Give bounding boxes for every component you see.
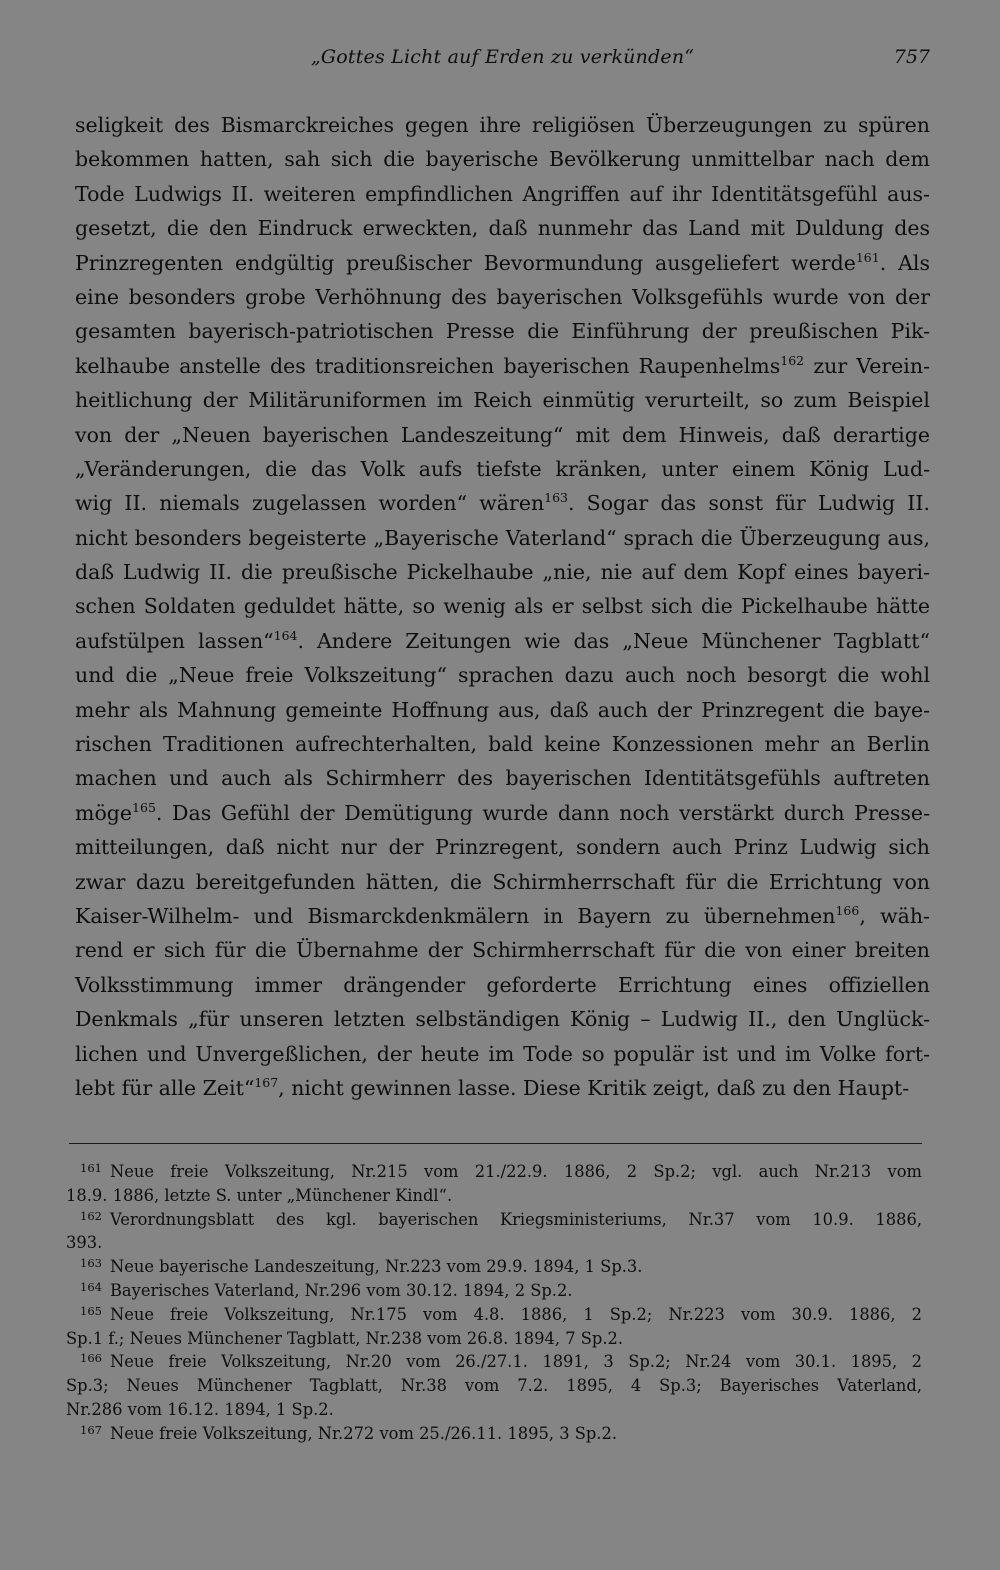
text-line — [75, 314, 930, 348]
text-line — [75, 761, 930, 795]
text-line-content: eine besonders grobe Verhöhnung des bayerischen Volksgefühls wurde von der — [75, 284, 930, 309]
text-line-content: kelhaube anstelle des traditionsreichen bayerischen Raupenhelms — [75, 353, 781, 378]
footnote-line — [66, 1231, 922, 1255]
text-line — [75, 624, 930, 658]
text-line-content: von der „Neuen bayerischen Landeszeitung“ mit dem Hinweis, daß derartige — [75, 422, 930, 447]
footnote-text: Neue freie Volkszeitung, Nr.175 vom 4.8. 1886, 1 Sp.2; Nr.223 vom 30.9. 1886, 2 — [109, 1304, 922, 1324]
text-line-content: wig II. niemals zugelassen worden“ wären — [75, 491, 545, 516]
footnote-number: 162 — [80, 1208, 102, 1223]
footnote-reference[interactable]: 163 — [544, 490, 569, 506]
running-title: „Gottes Licht auf Erden zu verkünden“ — [310, 46, 695, 68]
text-line — [75, 108, 930, 142]
footnote-line — [66, 1303, 922, 1327]
footnote-line — [66, 1255, 922, 1279]
text-line-content: gesamten bayerisch-patriotischen Presse die Einführung der preußischen Pik- — [75, 319, 930, 344]
footnotes — [66, 1160, 922, 1446]
footnote-text: Sp.1 f.; Neues Münchener Tagblatt, Nr.238 vom 26.8. 1894, 7 Sp.2. — [66, 1328, 624, 1348]
text-line — [75, 933, 930, 967]
text-line-content: Tode Ludwigs II. weiteren empfindlichen Angriffen auf ihr Identitätsgefühl aus- — [75, 181, 930, 206]
footnote-text: Bayerisches Vaterland, Nr.296 vom 30.12. 1894, 2 Sp.2. — [109, 1280, 573, 1300]
text-line — [75, 142, 930, 176]
page-header — [75, 46, 930, 76]
text-line-content: „Veränderungen, die das Volk aufs tiefste kränken, unter einem König Lud- — [75, 456, 930, 481]
text-line-content: nicht besonders begeisterte „Bayerische Vaterland“ sprach die Überzeugung aus, — [75, 525, 930, 550]
text-line-content: schen Soldaten geduldet hätte, so wenig als er selbst sich die Pickelhaube hätte — [75, 594, 930, 619]
text-line — [75, 280, 930, 314]
footnote-line — [66, 1398, 922, 1422]
text-line-content: gesetzt, die den Eindruck erweckten, daß nunmehr das Land mit Duldung des — [75, 216, 930, 241]
text-line-content: möge — [75, 800, 133, 825]
text-line — [75, 177, 930, 211]
text-line — [75, 1071, 930, 1105]
footnote-text: Verordnungsblatt des kgl. bayerischen Kriegsministeriums, Nr.37 vom 10.9. 1886, — [109, 1209, 922, 1229]
text-line — [75, 899, 930, 933]
text-line — [75, 383, 930, 417]
footnote-reference[interactable]: 165 — [132, 799, 156, 815]
text-line — [75, 727, 930, 761]
text-line — [75, 830, 930, 864]
text-line-continuation: zur Verein- — [804, 353, 930, 378]
page-number: 757 — [893, 46, 930, 68]
text-line — [75, 418, 930, 452]
text-line-content: rend er sich für die Übernahme der Schirmherrschaft für die von einer breiten — [75, 938, 930, 963]
footnote-line — [66, 1327, 922, 1351]
text-line — [75, 1037, 930, 1071]
text-line-continuation: . Als — [879, 250, 930, 275]
text-line-content: seligkeit des Bismarckreiches gegen ihre religiösen Überzeugungen zu spüren — [75, 113, 930, 137]
text-line — [75, 486, 930, 520]
text-line-continuation: . Das Gefühl der Demütigung wurde dann noch verstärkt durch Presse- — [155, 800, 930, 825]
footnote-line — [66, 1160, 922, 1184]
text-line — [75, 349, 930, 383]
text-line-content: mehr als Mahnung gemeinte Hoffnung aus, daß auch der Prinzregent die baye- — [75, 697, 930, 722]
footnote-text: Neue freie Volkszeitung, Nr.20 vom 26./27.1. 1891, 3 Sp.2; Nr.24 vom 30.1. 1895, 2 — [109, 1352, 922, 1372]
text-line-content: rischen Traditionen aufrechterhalten, bald keine Konzessionen mehr an Berlin — [75, 732, 930, 757]
text-line — [75, 658, 930, 692]
text-line — [75, 452, 930, 486]
footnote-text: Neue freie Volkszeitung, Nr.215 vom 21./22.9. 1886, 2 Sp.2; vgl. auch Nr.213 vom — [109, 1162, 922, 1181]
text-line-content: heitlichung der Militäruniformen im Reich einmütig verurteilt, so zum Beispiel — [75, 388, 930, 413]
text-line — [75, 968, 930, 1002]
text-line-content: machen und auch als Schirmherr des bayerischen Identitätsgefühls auftreten — [75, 766, 930, 791]
footnote-reference[interactable]: 166 — [835, 902, 860, 918]
footnote-reference[interactable]: 167 — [254, 1074, 279, 1090]
text-line-continuation: . Sogar das sonst für Ludwig II. — [568, 491, 930, 516]
footnote-reference[interactable]: 161 — [855, 249, 880, 265]
text-line — [75, 246, 930, 280]
text-line — [75, 589, 930, 623]
footnote-reference[interactable]: 164 — [273, 627, 298, 643]
footnote-text: Sp.3; Neues Münchener Tagblatt, Nr.38 vom 7.2. 1895, 4 Sp.3; Bayerisches Vaterland, — [66, 1376, 922, 1396]
text-line-content: Prinzregenten endgültig preußischer Bevormundung ausgeliefert werde — [75, 250, 856, 275]
text-line-content: bekommen hatten, sah sich die bayerische Bevölkerung unmittelbar nach dem — [75, 147, 930, 172]
footnote-text: Nr.286 vom 16.12. 1894, 1 Sp.2. — [66, 1399, 334, 1419]
footnote-number: 165 — [80, 1303, 102, 1318]
main-text — [75, 108, 930, 1105]
text-line — [75, 796, 930, 830]
text-line-content: Kaiser-Wilhelm- und Bismarckdenkmälern in Bayern zu übernehmen — [75, 903, 836, 928]
footnote-text: Neue freie Volkszeitung, Nr.272 vom 25./26.11. 1895, 3 Sp.2. — [109, 1423, 618, 1443]
text-line — [75, 555, 930, 589]
text-line-content: Denkmals „für unseren letzten selbständigen König – Ludwig II., den Unglück- — [75, 1007, 930, 1032]
footnote-line — [66, 1208, 922, 1232]
text-line-content: aufstülpen lassen“ — [75, 628, 274, 653]
text-line — [75, 693, 930, 727]
footnote-line — [66, 1422, 922, 1446]
text-line — [75, 521, 930, 555]
text-line — [75, 1002, 930, 1036]
footnote-line — [66, 1279, 922, 1303]
footnote-number: 163 — [80, 1256, 102, 1271]
footnote-number: 166 — [80, 1351, 102, 1366]
footnote-text: Neue bayerische Landeszeitung, Nr.223 vom 29.9. 1894, 1 Sp.3. — [109, 1257, 643, 1277]
footnote-line — [66, 1184, 922, 1208]
text-line-content: mitteilungen, daß nicht nur der Prinzregent, sondern auch Prinz Ludwig sich — [75, 835, 930, 860]
footnote-reference[interactable]: 162 — [780, 352, 805, 368]
text-line — [75, 865, 930, 899]
footnote-line — [66, 1350, 922, 1374]
footnote-line — [66, 1374, 922, 1398]
footnote-number: 167 — [80, 1422, 102, 1437]
text-line-content: und die „Neue freie Volkszeitung“ sprachen dazu auch noch besorgt die wohl — [75, 663, 930, 688]
footnote-text: 393. — [66, 1233, 103, 1253]
text-line-content: daß Ludwig II. die preußische Pickelhaube „nie, nie auf dem Kopf eines bayeri- — [75, 560, 930, 585]
text-line-content: zwar dazu bereitgefunden hätten, die Schirmherrschaft für die Errichtung von — [75, 869, 930, 894]
footnote-number: 161 — [80, 1161, 102, 1175]
text-line-continuation: . Andere Zeitungen wie das „Neue Münchener Tagblatt“ — [297, 628, 930, 653]
text-line-content: lebt für alle Zeit“ — [75, 1075, 255, 1100]
text-line-continuation: , nicht gewinnen lasse. Diese Kritik zeigt, daß zu den Haupt- — [278, 1075, 910, 1100]
footnote-text: 18.9. 1886, letzte S. unter „Münchener Kindl“. — [66, 1185, 453, 1205]
footnote-number: 164 — [80, 1279, 102, 1294]
text-line-content: lichen und Unvergeßlichen, der heute im Tode so populär ist und im Volke fort- — [75, 1041, 930, 1066]
footnote-separator — [69, 1143, 922, 1144]
text-line-content: Volksstimmung immer drängender geforderte Errichtung eines offiziellen — [75, 972, 930, 997]
text-line — [75, 211, 930, 245]
text-line-continuation: , wäh- — [859, 903, 930, 928]
